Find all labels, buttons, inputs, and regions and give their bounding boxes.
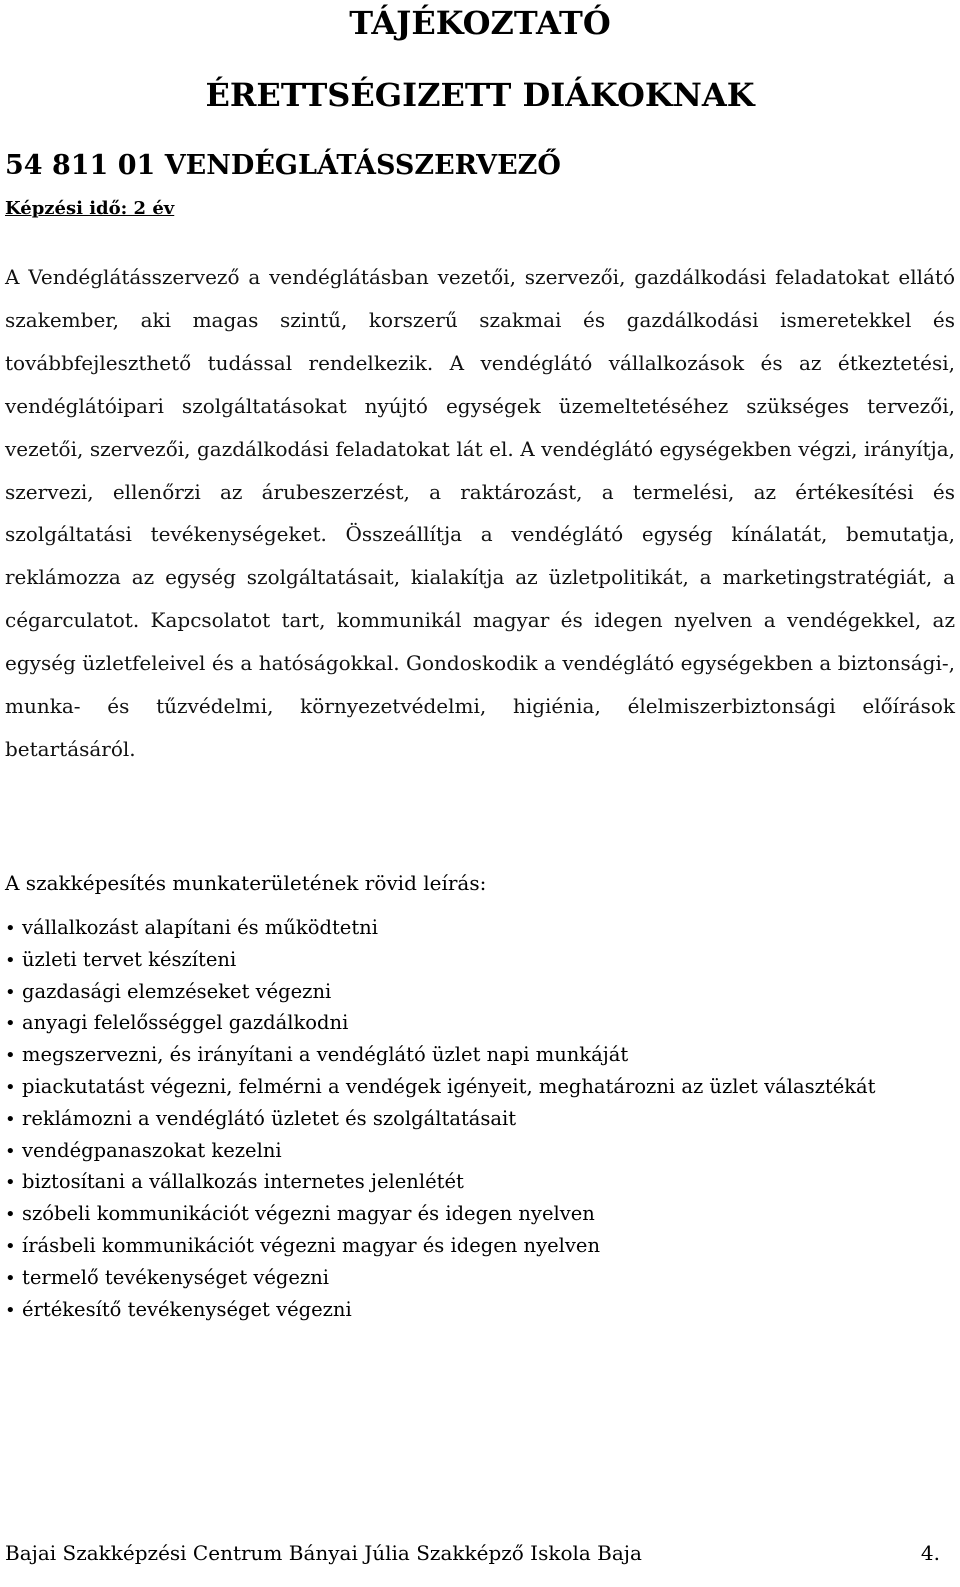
list-item-text: vendégpanaszokat kezelni	[22, 1138, 282, 1162]
list-item	[5, 913, 955, 945]
bullet-icon: •	[5, 1204, 16, 1226]
list-item-text: termelő tevékenységet végezni	[22, 1265, 330, 1289]
page-number: 4.	[920, 1541, 940, 1565]
list-item	[5, 945, 955, 977]
bullet-icon: •	[5, 981, 16, 1003]
footer-school-name: Bajai Szakképzési Centrum Bányai Júlia Szakképző Iskola Baja	[5, 1541, 642, 1565]
list-item-text: reklámozni a vendéglátó üzletet és szolgáltatásait	[22, 1106, 517, 1130]
list-item	[5, 1231, 955, 1263]
list-item-text: szóbeli kommunikációt végezni magyar és idegen nyelven	[22, 1202, 595, 1226]
list-item-text: vállalkozást alapítani és működtetni	[22, 916, 378, 939]
list-item-text: írásbeli kommunikációt végezni magyar és idegen nyelven	[22, 1233, 601, 1257]
bullet-icon: •	[5, 1140, 16, 1162]
list-item-text: piackutatást végezni, felmérni a vendégek igényeit, meghatározni az üzlet választékát	[22, 1074, 876, 1098]
list-item-text: gazdasági elemzéseket végezni	[22, 979, 332, 1003]
list-item-text: biztosítani a vállalkozás internetes jelenlétét	[22, 1170, 464, 1194]
bullet-icon: •	[5, 1235, 16, 1257]
list-item	[5, 1136, 955, 1168]
list-item	[5, 1008, 955, 1040]
bullet-icon: •	[5, 949, 16, 971]
list-item	[5, 1199, 955, 1231]
training-duration: Képzési idő: 2 év	[5, 198, 175, 219]
list-item-text: értékesítő tevékenységet végezni	[22, 1297, 352, 1321]
bullet-icon: •	[5, 918, 16, 939]
bullet-icon: •	[5, 1076, 16, 1098]
bullet-icon: •	[5, 1172, 16, 1194]
course-description: A Vendéglátásszervező a vendéglátásban vezetői, szervezői, gazdálkodási feladatokat ellátó szakember, aki magas szintű, korszerű szakmai és gazdálkodási ismeretekkel és továbbfejleszthető tudással rendelkezik. A vendéglátó vállalkozások és az étkeztetési, vendéglátóipari szolgáltatásokat nyújtó egységek üzemeltetéséhez szükséges tervezői, vezetői, szervezői, gazdálkodási feladatokat lát el. A vendéglátó egységekben végzi, irányítja, szervezi, ellenőrzi az árubeszerzést, a raktározást, a termelési, az értékesítési és szolgáltatási tevékenységeket. Összeállítja a vendéglátó egység kínálatát, bemutatja, reklámozza az egység szolgáltatásait, kialakítja az üzletpolitikát, a marketingstratégiát, a cégarculatot. Kapcsolatot tart, kommunikál magyar és idegen nyelven a vendégekkel, az egység üzletfeleivel és a hatóságokkal. Gondoskodik a vendéglátó egységekben a biztonsági-, munka- és tűzvédelmi, környezetvédelmi, higiénia, élelmiszerbiztonsági előírások betartásáról.	[5, 265, 955, 761]
list-item	[5, 1263, 955, 1295]
bullet-icon: •	[5, 1299, 16, 1321]
bullet-icon: •	[5, 1013, 16, 1035]
bullet-icon: •	[5, 1108, 16, 1130]
list-item-text: üzleti tervet készíteni	[22, 947, 237, 971]
list-item	[5, 1104, 955, 1136]
list-item	[5, 1167, 955, 1199]
document-title: TÁJÉKOZTATÓ	[349, 4, 611, 42]
work-area-list	[5, 913, 955, 1326]
list-item-text: anyagi felelősséggel gazdálkodni	[22, 1011, 349, 1035]
list-item	[5, 977, 955, 1009]
document-subtitle: ÉRETTSÉGIZETT DIÁKOKNAK	[205, 76, 755, 114]
list-item	[5, 1295, 955, 1327]
course-code-heading: 54 811 01 VENDÉGLÁTÁSSZERVEZŐ	[5, 150, 561, 181]
work-area-heading: A szakképesítés munkaterületének rövid leírás:	[5, 871, 487, 895]
list-item	[5, 1040, 955, 1072]
list-item	[5, 1072, 955, 1104]
list-item-text: megszervezni, és irányítani a vendéglátó üzlet napi munkáját	[22, 1043, 629, 1067]
bullet-icon: •	[5, 1045, 16, 1067]
bullet-icon: •	[5, 1267, 16, 1289]
